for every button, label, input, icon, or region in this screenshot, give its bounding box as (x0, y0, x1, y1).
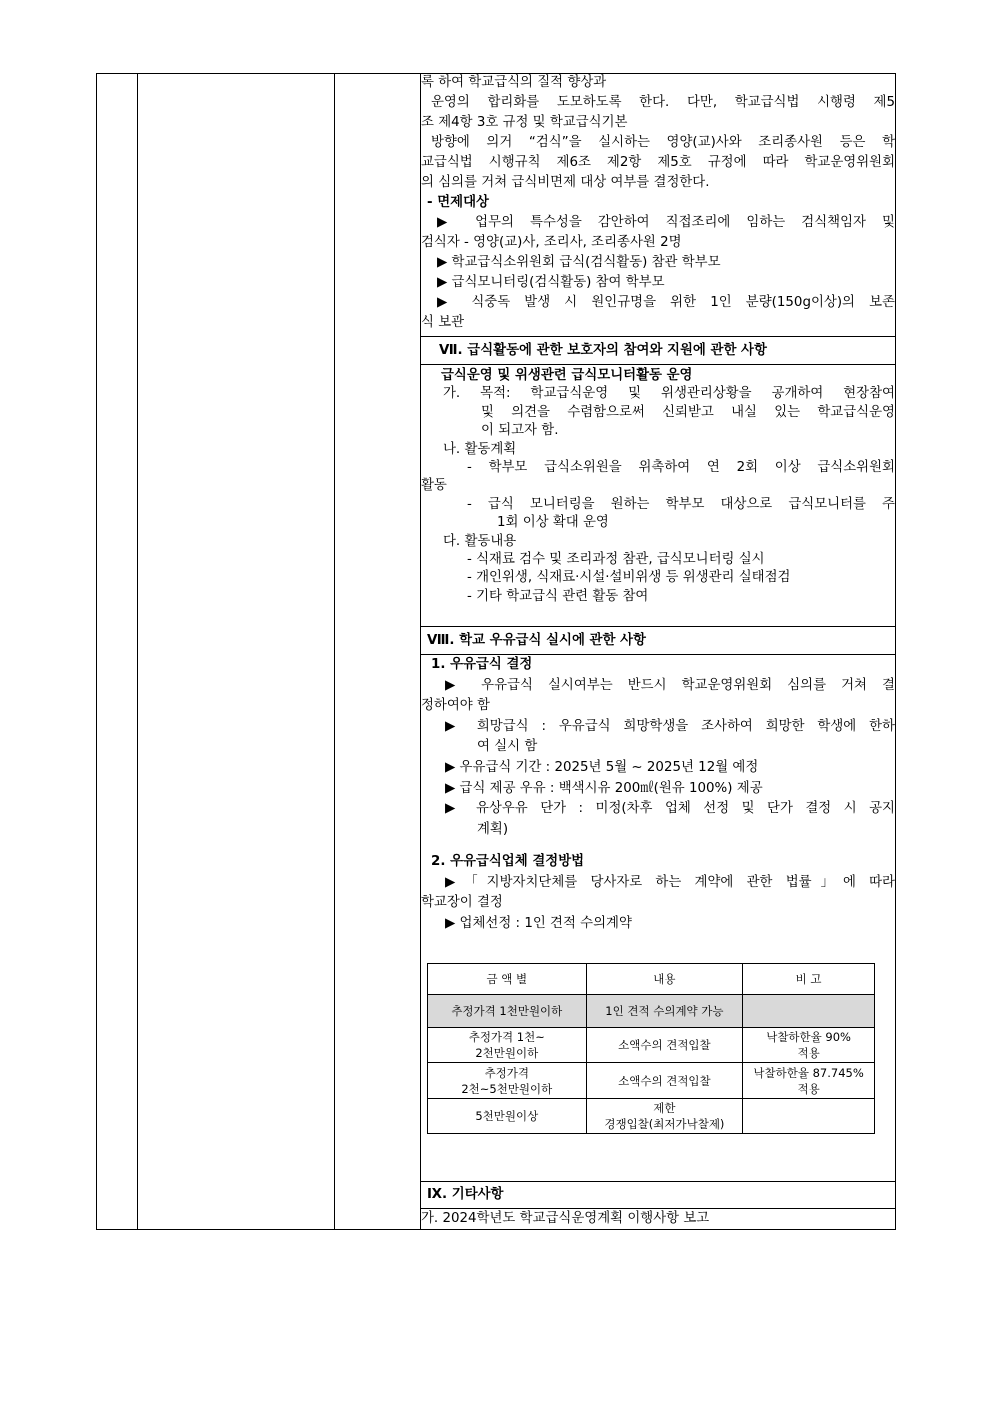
text-line: 나. 활동계획 (443, 441, 517, 457)
table-cell: 소액수의 견적입찰 (586, 1063, 743, 1099)
contract-amount-table (427, 963, 875, 1134)
table-cell: 낙찰하한율 87.745% 적용 (743, 1063, 875, 1099)
text-line: 학교장이 결정 (421, 895, 503, 911)
table-col-line (334, 73, 335, 1230)
section7-body (421, 367, 895, 606)
section8-title: Ⅷ. 학교 우유급식 실시에 관한 사항 (427, 633, 646, 648)
table-header-cell: 금 액 별 (428, 964, 587, 995)
table-cell: 낙찰하한율 90% 적용 (743, 1028, 875, 1063)
table-cell (743, 995, 875, 1028)
text-line: 1회 이상 확대 운영 (497, 515, 609, 531)
table-row (428, 1028, 875, 1063)
text-line: - 식재료 검수 및 조리과정 참관, 급식모니터링 실시 (467, 552, 765, 568)
table-header-cell: 비 고 (743, 964, 875, 995)
text-line: 다. 활동내용 (443, 533, 517, 549)
section9-body (421, 1209, 895, 1229)
text-line: - 급식 모니터링을 원하는 학부모 대상으로 급식모니터를 주 (467, 496, 895, 512)
table-header-cell: 내용 (586, 964, 743, 995)
text-line: 조 제4항 3호 규정 및 학교급식기본 (421, 115, 628, 130)
text-line: 의 심의를 거쳐 급식비면제 대상 여부를 결정한다. (421, 175, 710, 190)
table-col-line (137, 73, 138, 1230)
text-line: ▶ 유상우유 단가 : 미정(차후 업체 선정 및 단가 결정 시 공지 (445, 801, 895, 817)
text-line: 록 하여 학교급식의 질적 향상과 (421, 75, 607, 90)
text-line: 계획) (477, 821, 509, 837)
text-line: 검식자 - 영양(교)사, 조리사, 조리종사원 2명 (421, 235, 682, 250)
text-line: 식 보관 (421, 315, 465, 330)
text-line: ▶「지방자치단체를 당사자로 하는 계약에 관한 법률」에 따라 (445, 874, 895, 890)
section-divider (421, 1181, 895, 1182)
table-col-line (96, 73, 97, 1230)
section8-sub1: 1. 우유급식 결정 (431, 657, 533, 672)
section-divider (421, 336, 895, 337)
table-cell: 소액수의 견적입찰 (586, 1028, 743, 1063)
text-line: - 개인위생, 식재료·시설·설비위생 등 위생관리 실태점검 (467, 570, 791, 586)
text-line: ▶ 급식모니터링(검식활동) 참여 학부모 (437, 275, 665, 290)
text-line: 교급식법 시행규칙 제6조 제2항 제5호 규정에 따라 학교운영위원회 (421, 155, 895, 170)
section8-body-2 (421, 852, 895, 934)
section8-body (421, 655, 895, 840)
table-header-row (428, 964, 875, 995)
meal-exemption-block (421, 73, 895, 333)
table-row (428, 1063, 875, 1099)
table-row (428, 995, 875, 1028)
text-line: ▶ 업체선정 : 1인 견적 수의계약 (445, 915, 632, 931)
section7-subtitle: 급식운영 및 위생관련 급식모니터활동 운영 (441, 368, 693, 383)
text-line: ▶ 우유급식 실시여부는 반드시 학교운영위원회 심의를 거쳐 결 (445, 677, 895, 693)
text-line: - 학부모 급식소위원을 위촉하여 연 2회 이상 급식소위원회 (467, 460, 895, 476)
section8-sub2: 2. 우유급식업체 결정방법 (431, 854, 585, 869)
text-line: 여 실시 함 (477, 739, 538, 755)
text-line: 가. 2024학년도 학교급식운영계획 이행사항 보고 (421, 1211, 710, 1226)
exempt-title: - 면제대상 (427, 195, 489, 210)
table-cell: 1인 견적 수의계약 가능 (586, 995, 743, 1028)
text-line: 가. 목적: 학교급식운영 및 위생관리상황을 공개하여 현장참여 (443, 386, 895, 402)
section-divider (421, 626, 895, 627)
text-line: 및 의견을 수렴함으로써 신뢰받고 내실 있는 학교급식운영 (481, 404, 895, 420)
table-cell: 5천만원이상 (428, 1099, 587, 1134)
text-line: ▶ 우유급식 기간 : 2025년 5월 ~ 2025년 12월 예정 (445, 759, 759, 775)
text-line: 방향에 의거 “검식”을 실시하는 영양(교)사와 조리종사원 등은 학 (431, 135, 895, 150)
section7-title: Ⅶ. 급식활동에 관한 보호자의 참여와 지원에 관한 사항 (439, 343, 767, 358)
text-line: ▶ 식중독 발생 시 원인규명을 위한 1인 분량(150g이상)의 보존 (437, 295, 895, 310)
text-line: ▶ 학교급식소위원회 급식(검식활동) 참관 학부모 (437, 255, 721, 270)
table-col-line (895, 73, 896, 1230)
text-line: 정하여야 함 (421, 698, 490, 714)
text-line: ▶ 급식 제공 우유 : 백색시유 200㎖(원유 100%) 제공 (445, 780, 763, 796)
text-line: - 기타 학교급식 관련 활동 참여 (467, 588, 649, 604)
table-cell (743, 1099, 875, 1134)
text-line: ▶ 업무의 특수성을 감안하여 직접조리에 임하는 검식책임자 및 (437, 215, 895, 230)
table-bottom-border (96, 1229, 896, 1230)
table-cell: 추정가격 2천~5천만원이하 (428, 1063, 587, 1099)
table-cell: 제한 경쟁입찰(최저가낙찰제) (586, 1099, 743, 1134)
text-line: ▶ 희망급식 : 우유급식 희망학생을 조사하여 희망한 학생에 한하 (445, 718, 895, 734)
text-line: 이 되고자 함. (481, 423, 559, 439)
section-divider (421, 364, 895, 365)
text-line: 운영의 합리화를 도모하도록 한다. 다만, 학교급식법 시행령 제5 (431, 95, 895, 110)
section9-title: Ⅸ. 기타사항 (427, 1187, 504, 1202)
table-cell: 추정가격 1천만원이하 (428, 995, 587, 1028)
text-line: 활동 (421, 478, 447, 494)
table-cell: 추정가격 1천~ 2천만원이하 (428, 1028, 587, 1063)
table-row (428, 1099, 875, 1134)
